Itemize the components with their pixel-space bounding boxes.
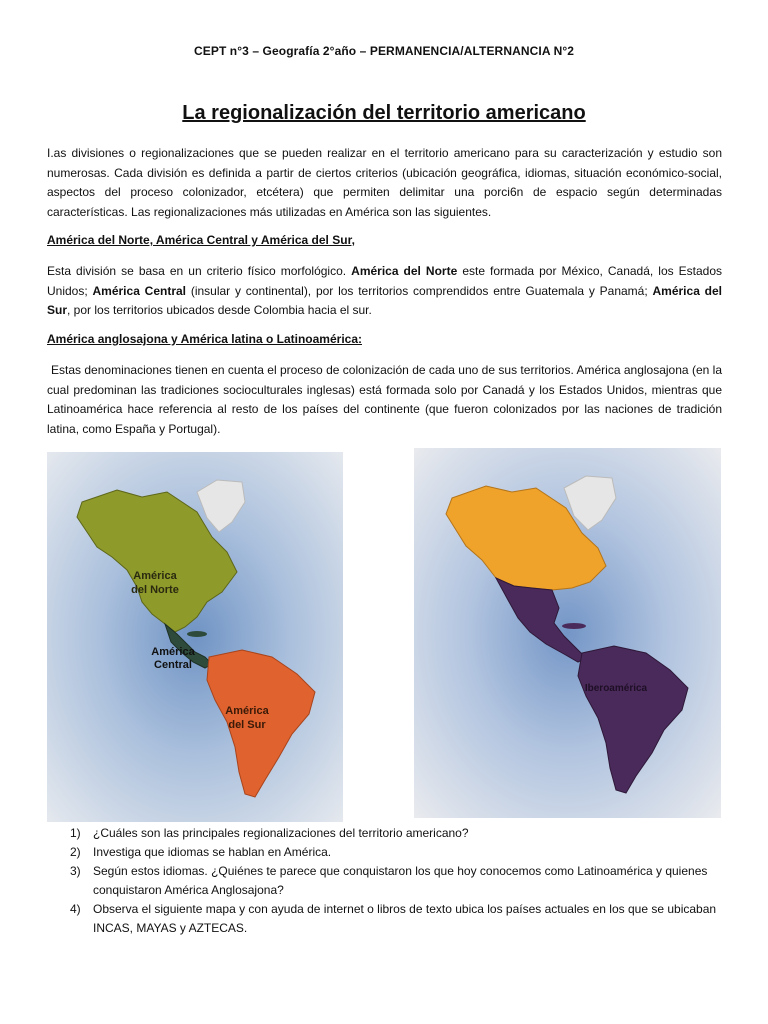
label-north-2: del Norte — [131, 584, 179, 596]
map-cultural-regions — [414, 448, 721, 818]
section1-text-1: Esta división se basa en un criterio físico morfológico. — [47, 264, 347, 278]
section1-heading: América del Norte, América Central y América del Sur, — [47, 233, 355, 247]
caribbean-islands-shape — [187, 631, 207, 637]
section1-text-4: , por los territorios ubicados desde Colombia hacia el sur. — [67, 303, 372, 317]
section1-text-3: (insular y continental), por los territorios comprendidos entre Guatemala y Panamá; — [190, 283, 648, 298]
label-latin: Iberoamérica — [584, 683, 648, 694]
label-south-1: América — [225, 705, 269, 717]
questions-list — [70, 824, 720, 938]
map-physical-regions-svg — [47, 452, 343, 822]
page-title: La regionalización del territorio americano — [182, 102, 586, 124]
section2-paragraph: Estas denominaciones tienen en cuenta el proceso de colonización de cada uno de sus territorios. América anglosajona (en la cual predominan las tradiciones socioculturales inglesas) está formada solo por Canadá y los Estados Unidos, mientras que Latinoamérica hace referencia al resto de los países del continente (que fueron colonizados por las naciones de tradición latina, como España y Portugal). — [47, 363, 722, 436]
question-number: 3) — [70, 864, 81, 878]
question-item — [70, 843, 720, 862]
question-text: Investiga que idiomas se hablan en América. — [93, 845, 332, 859]
question-text: Observa el siguiente mapa y con ayuda de internet o libros de texto ubica los países actuales en los que se ubicaban INCAS, MAYAS y AZTECAS. — [93, 902, 717, 935]
label-central-1: América — [151, 646, 195, 658]
label-central-2: Central — [154, 659, 192, 671]
question-number: 2) — [70, 845, 81, 859]
question-text: Según estos idiomas. ¿Quiénes te parece que conquistaron los que hoy conocemos como Latinoamérica y quienes conquistaron América Anglosajona? — [93, 864, 708, 897]
label-south-2: del Sur — [228, 719, 266, 731]
question-item — [70, 862, 720, 900]
question-item — [70, 900, 720, 938]
question-number: 1) — [70, 826, 81, 840]
section2-heading: América anglosajona y América latina o Latinoamérica: — [47, 332, 362, 346]
map-physical-regions — [47, 452, 343, 822]
section1-bold-north: América del Norte — [351, 264, 458, 278]
section1-bold-central: América Central — [92, 283, 187, 298]
question-text: ¿Cuáles son las principales regionalizaciones del territorio americano? — [93, 826, 469, 840]
caribbean-islands-right — [562, 623, 586, 629]
section1-text-2: este formada por México, Canadá, los Estados Unidos; — [47, 264, 723, 298]
section1-paragraph — [47, 262, 722, 321]
intro-paragraph: I.as divisiones o regionalizaciones que se pueden realizar en el territorio americano para su caracterización y estudio son numerosas. Cada división es definida a partir de ciertos criterios (ubicación geográfica, idiomas, situación económico-social, aspectos del proceso colonizador, etcétera) que permiten delimitar una porci6n de espacio según determinadas características. Las regionalizaciones más utilizadas en América son las siguientes. — [47, 146, 722, 219]
label-north-1: América — [133, 570, 177, 582]
question-number: 4) — [70, 902, 81, 916]
section1-bold-south: América del Sur — [47, 283, 722, 317]
document-header: CEPT n°3 – Geografía 2°año – PERMANENCIA/ALTERNANCIA N°2 — [193, 44, 575, 58]
question-item — [70, 824, 720, 843]
map-cultural-regions-svg — [414, 448, 721, 818]
